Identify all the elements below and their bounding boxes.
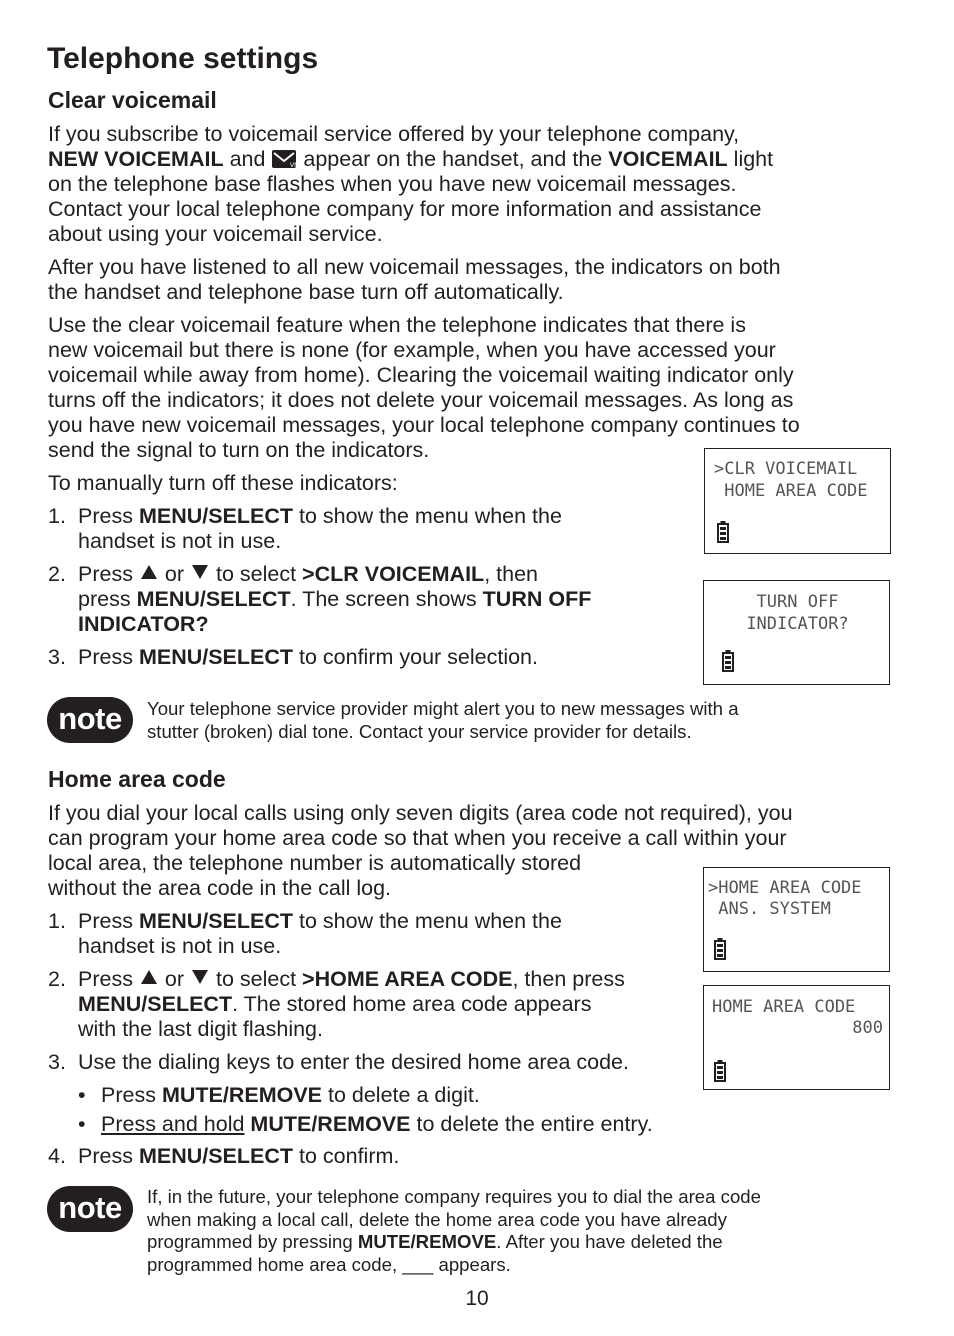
page-number: 10 bbox=[465, 1287, 489, 1310]
text-line: can program your home area code so that when you receive a call within your bbox=[48, 826, 787, 850]
text-span: light bbox=[727, 147, 774, 171]
up-arrow-icon bbox=[141, 565, 157, 579]
step-number: 1. bbox=[48, 504, 66, 528]
text-span: . The screen shows bbox=[290, 587, 483, 611]
text-line: new voicemail but there is none (for example, when you have accessed your bbox=[48, 338, 776, 362]
screen-line: ANS. SYSTEM bbox=[708, 899, 831, 919]
home-area-code-paragraph bbox=[48, 801, 793, 901]
step-number: 3. bbox=[48, 1050, 66, 1074]
text-span: . The stored home area code appears bbox=[232, 992, 592, 1016]
step-text: with the last digit flashing. bbox=[78, 1017, 323, 1041]
step-text bbox=[78, 612, 209, 637]
text-span: to confirm. bbox=[293, 1144, 400, 1168]
envelope-icon bbox=[271, 149, 300, 169]
text-line: Contact your local telephone company for more information and assistance bbox=[48, 197, 762, 221]
text-span: to delete a digit. bbox=[322, 1083, 480, 1107]
page-title: Telephone settings bbox=[47, 42, 319, 75]
text-span: to confirm your selection. bbox=[293, 645, 538, 669]
text-line: when making a local call, delete the home area code you have already bbox=[147, 1208, 727, 1230]
text-line: on the telephone base flashes when you have new voicemail messages. bbox=[48, 172, 737, 196]
text-span: Press bbox=[78, 562, 139, 586]
text-line bbox=[147, 1231, 761, 1254]
text-span: and bbox=[223, 147, 272, 171]
clear-voicemail-paragraph-1 bbox=[48, 122, 773, 247]
bold-text: MENU/SELECT bbox=[138, 909, 294, 933]
bold-text: MUTE/REMOVE bbox=[357, 1231, 497, 1252]
text-line: Use the clear voicemail feature when the telephone indicates that there is bbox=[48, 313, 746, 337]
bullet-text bbox=[101, 1083, 480, 1108]
handset-screen-home-area-code-entry bbox=[703, 985, 890, 1090]
text-line: If you subscribe to voicemail service offered by your telephone company, bbox=[48, 122, 740, 146]
bold-text: MENU/SELECT bbox=[136, 587, 291, 611]
text-line: send the signal to turn on the indicators. bbox=[48, 438, 430, 462]
bold-text: MENU/SELECT bbox=[138, 1144, 294, 1168]
text-line: programmed home area code, ___ appears. bbox=[147, 1253, 511, 1275]
bold-text: >HOME AREA CODE bbox=[302, 967, 513, 991]
text-span: to show the menu when the bbox=[293, 504, 562, 528]
screen-line: INDICATOR? bbox=[746, 614, 849, 634]
instructions-intro: To manually turn off these indicators: bbox=[48, 471, 398, 495]
screen-line: >HOME AREA CODE bbox=[708, 878, 862, 898]
screen-line: >CLR VOICEMAIL bbox=[714, 459, 858, 479]
step-number: 2. bbox=[48, 967, 66, 991]
text-line: about using your voicemail service. bbox=[48, 222, 383, 246]
text-line: Your telephone service provider might alert you to new messages with a bbox=[147, 698, 739, 719]
step-text bbox=[78, 967, 625, 992]
note-text bbox=[147, 1186, 761, 1276]
step-text bbox=[78, 992, 591, 1017]
text-line: After you have listened to all new voicemail messages, the indicators on both bbox=[48, 255, 781, 279]
text-span: or bbox=[158, 967, 191, 991]
section-heading-home-area-code: Home area code bbox=[48, 766, 226, 792]
text-line: If you dial your local calls using only seven digits (area code not required), you bbox=[48, 801, 793, 825]
down-arrow-icon bbox=[192, 970, 208, 984]
step-number: 4. bbox=[48, 1144, 66, 1168]
text-span: appear on the handset, and the bbox=[297, 147, 609, 171]
handset-screen-home-area-code-menu bbox=[703, 867, 890, 972]
bold-text: TURN OFF bbox=[482, 587, 592, 611]
text-span: or bbox=[158, 562, 191, 586]
bold-text: NEW VOICEMAIL bbox=[48, 147, 224, 171]
screen-line: HOME AREA CODE bbox=[714, 481, 868, 501]
text-line: turns off the indicators; it does not delete your voicemail messages. As long as bbox=[48, 388, 794, 412]
section-heading-clear-voicemail: Clear voicemail bbox=[48, 87, 217, 113]
battery-icon bbox=[714, 1060, 726, 1082]
note-badge: note bbox=[47, 1186, 133, 1232]
text-span: to select bbox=[210, 562, 303, 586]
handset-screen-clr-voicemail bbox=[704, 448, 891, 554]
note-badge: note bbox=[47, 697, 133, 743]
text-span: to show the menu when the bbox=[293, 909, 562, 933]
up-arrow-icon bbox=[141, 970, 157, 984]
battery-icon bbox=[722, 650, 734, 672]
step-text bbox=[78, 562, 538, 587]
step-number: 2. bbox=[48, 562, 66, 586]
text-line: you have new voicemail messages, your local telephone company continues to bbox=[48, 413, 800, 437]
text-line bbox=[48, 147, 773, 172]
step-number: 1. bbox=[48, 909, 66, 933]
text-span: Press bbox=[78, 504, 139, 528]
screen-line: 800 bbox=[852, 1018, 883, 1038]
step-text: Use the dialing keys to enter the desired home area code. bbox=[78, 1050, 629, 1074]
bold-text: MUTE/REMOVE bbox=[250, 1112, 411, 1136]
down-arrow-icon bbox=[192, 565, 208, 579]
bullet-text bbox=[101, 1112, 653, 1137]
text-line: without the area code in the call log. bbox=[48, 876, 392, 900]
step-number: 3. bbox=[48, 645, 66, 669]
battery-icon bbox=[714, 938, 726, 960]
bullet-marker: • bbox=[78, 1083, 86, 1107]
text-span: Press bbox=[78, 645, 139, 669]
bold-text: >CLR VOICEMAIL bbox=[302, 562, 485, 586]
text-span: to delete the entire entry. bbox=[410, 1112, 653, 1136]
text-span: , then bbox=[484, 562, 538, 586]
text-span: Press bbox=[78, 967, 139, 991]
clear-voicemail-paragraph-2 bbox=[48, 255, 781, 305]
text-span: to select bbox=[210, 967, 303, 991]
step-text: handset is not in use. bbox=[78, 934, 282, 958]
battery-icon bbox=[717, 521, 729, 543]
text-line: voicemail while away from home). Clearing the voicemail waiting indicator only bbox=[48, 363, 794, 387]
text-line: local area, the telephone number is automatically stored bbox=[48, 851, 582, 875]
text-span: . After you have deleted the bbox=[496, 1231, 723, 1252]
text-span: programmed by pressing bbox=[147, 1231, 358, 1252]
screen-line: TURN OFF bbox=[756, 592, 839, 612]
bold-text: VOICEMAIL bbox=[608, 147, 728, 171]
clear-voicemail-paragraph-3 bbox=[48, 313, 800, 463]
step-text bbox=[78, 504, 562, 529]
bold-text: MENU/SELECT bbox=[78, 992, 233, 1016]
text-span: Press bbox=[101, 1083, 162, 1107]
text-line: stutter (broken) dial tone. Contact your service provider for details. bbox=[147, 720, 692, 742]
text-span: Press bbox=[78, 1144, 139, 1168]
step-text bbox=[78, 587, 591, 612]
bold-text: INDICATOR? bbox=[78, 612, 209, 636]
screen-line: HOME AREA CODE bbox=[712, 997, 856, 1017]
step-text bbox=[78, 1144, 399, 1169]
text-span: Press bbox=[78, 909, 139, 933]
svg-text:VM: VM bbox=[290, 162, 300, 169]
underlined-text: Press and hold bbox=[101, 1112, 245, 1136]
text-span: press bbox=[78, 587, 137, 611]
text-line: If, in the future, your telephone company requires you to dial the area code bbox=[147, 1186, 761, 1207]
bold-text: MUTE/REMOVE bbox=[161, 1083, 323, 1107]
step-text bbox=[78, 909, 562, 934]
text-line: the handset and telephone base turn off automatically. bbox=[48, 280, 564, 304]
bold-text: MENU/SELECT bbox=[138, 645, 294, 669]
step-text bbox=[78, 645, 538, 670]
step-text: handset is not in use. bbox=[78, 529, 282, 553]
bullet-marker: • bbox=[78, 1112, 86, 1136]
handset-screen-turn-off-indicator bbox=[703, 580, 890, 685]
note-text bbox=[147, 698, 739, 743]
bold-text: MENU/SELECT bbox=[138, 504, 294, 528]
text-span: , then press bbox=[512, 967, 625, 991]
